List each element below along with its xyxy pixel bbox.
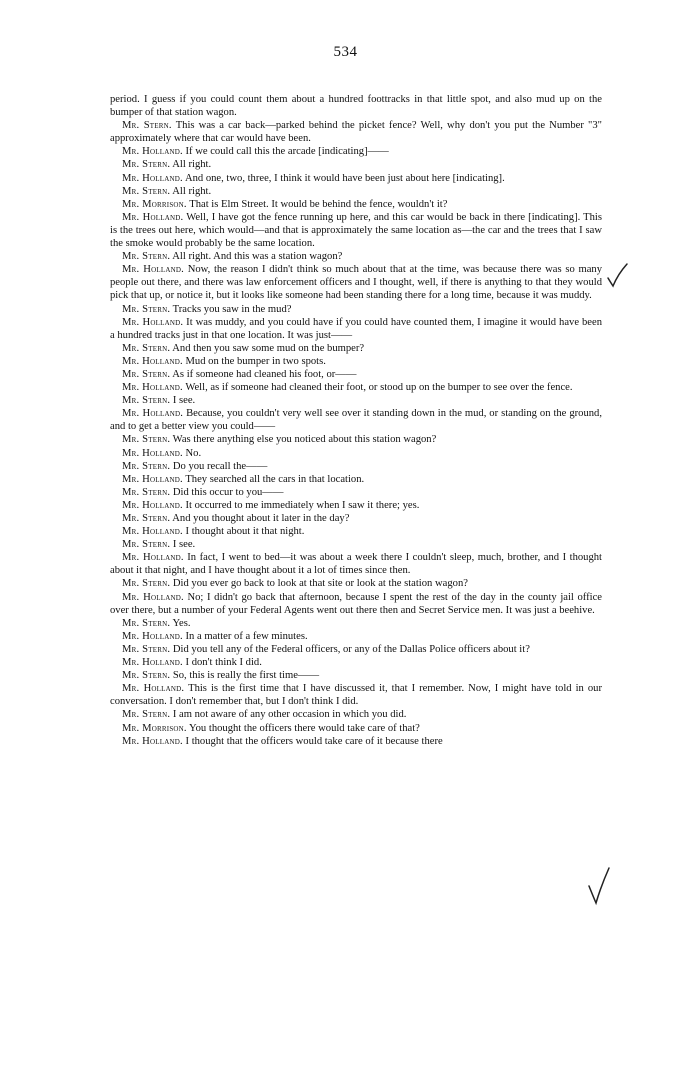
transcript-paragraph [110, 525, 602, 538]
speech-text: All right. And this was a station wagon? [172, 251, 343, 263]
transcript-paragraph [110, 538, 602, 551]
speech-text: period. I guess if you could count them about a hundred foottracks in that little spot, and also mud up on the bumper of that station wagon. [110, 94, 602, 119]
speech-text: Yes. [172, 617, 191, 629]
transcript-paragraph [110, 735, 602, 748]
transcript-paragraph [110, 250, 602, 263]
transcript-body [110, 93, 602, 748]
speaker-name: Mr. Stern. [122, 434, 171, 446]
speech-text: I am not aware of any other occasion in which you did. [172, 709, 407, 721]
speaker-name: Mr. Stern. [122, 368, 171, 380]
transcript-paragraph [110, 381, 602, 394]
transcript-paragraph [110, 172, 602, 185]
speech-text: So, this is really the first time—— [172, 670, 320, 682]
speaker-name: Mr. Stern. [122, 395, 171, 407]
speaker-name: Mr. Stern. [122, 486, 171, 498]
speaker-name: Mr. Stern. [122, 185, 171, 197]
transcript-paragraph [110, 158, 602, 171]
speaker-name: Mr. Holland. [122, 382, 183, 394]
transcript-paragraph [110, 368, 602, 381]
transcript-paragraph [110, 591, 602, 617]
speech-text: I don't think I did. [185, 657, 262, 669]
speech-text: And one, two, three, I think it would have been just about here [indicating]. [184, 172, 505, 184]
speaker-name: Mr. Morrison. [122, 722, 187, 734]
speaker-name: Mr. Holland. [122, 355, 183, 367]
speech-text: It occurred to me immediately when I saw it there; yes. [185, 499, 420, 511]
speech-text: Did you ever go back to look at that site or look at the station wagon? [172, 578, 468, 590]
speech-text: Do you recall the—— [172, 460, 268, 472]
transcript-paragraph [110, 643, 602, 656]
speech-text: I thought about it that night. [185, 526, 305, 538]
speaker-name: Mr. Holland. [122, 683, 185, 695]
transcript-paragraph [110, 394, 602, 407]
transcript-paragraph [110, 460, 602, 473]
speaker-name: Mr. Holland. [122, 447, 183, 459]
speaker-name: Mr. Holland. [122, 408, 184, 420]
transcript-paragraph [110, 303, 602, 316]
transcript-paragraph [110, 447, 602, 460]
transcript-paragraph [110, 433, 602, 446]
speaker-name: Mr. Holland. [122, 591, 184, 603]
speaker-name: Mr. Morrison. [122, 198, 187, 210]
transcript-paragraph [110, 486, 602, 499]
speaker-name: Mr. Holland. [122, 146, 183, 158]
speech-text: Because, you couldn't very well see over it standing down in the mud, or standing on the ground, and to get a better view you could—— [110, 408, 602, 433]
speaker-name: Mr. Stern. [122, 539, 171, 551]
speech-text: Well, as if someone had cleaned their foot, or stood up on the bumper to see over the fence. [185, 382, 573, 394]
speaker-name: Mr. Stern. [122, 643, 171, 655]
speaker-name: Mr. Holland. [122, 657, 183, 669]
speaker-name: Mr. Holland. [122, 630, 183, 642]
speech-text: They searched all the cars in that location. [185, 473, 365, 485]
speech-text: In a matter of a few minutes. [185, 630, 308, 642]
speaker-name: Mr. Holland. [122, 211, 184, 223]
speaker-name: Mr. Holland. [122, 735, 183, 747]
transcript-paragraph [110, 185, 602, 198]
speech-text: And then you saw some mud on the bumper? [172, 342, 365, 354]
speaker-name: Mr. Stern. [122, 709, 171, 721]
transcript-paragraph [110, 263, 602, 302]
speaker-name: Mr. Holland. [122, 264, 184, 276]
speaker-name: Mr. Stern. [122, 670, 171, 682]
speech-text: I thought that the officers would take care of it because there [185, 735, 443, 747]
speech-text: In fact, I went to bed—it was about a week there I couldn't sleep, much, brother, and I thought about it that night, and I have thought about it a lot of times since then. [110, 552, 603, 577]
speaker-name: Mr. Holland. [122, 316, 184, 328]
speaker-name: Mr. Stern. [122, 159, 171, 171]
speech-text: No. [185, 447, 202, 459]
speech-text: You thought the officers there would take care of that? [189, 722, 420, 734]
speech-text: All right. [172, 185, 212, 197]
transcript-paragraph [110, 93, 602, 119]
speaker-name: Mr. Stern. [122, 342, 171, 354]
speech-text: Well, I have got the fence running up here, and this car would be back in there [indicating]. This is the trees out here, which would—and that is approximately the same location as—the car and the trees that I saw the smoke would probably be the same location. [110, 211, 602, 250]
transcript-paragraph [110, 342, 602, 355]
check-mark-1 [605, 262, 629, 288]
transcript-paragraph [110, 551, 602, 577]
speaker-name: Mr. Stern. [122, 513, 171, 524]
speech-text: I see. [172, 539, 196, 551]
speaker-name: Mr. Holland. [122, 172, 183, 184]
speech-text: I see. [172, 395, 196, 407]
speech-text: As if someone had cleaned his foot, or—— [172, 368, 357, 380]
speaker-name: Mr. Holland. [122, 473, 183, 485]
speech-text: Mud on the bumper in two spots. [185, 355, 326, 367]
transcript-paragraph [110, 630, 602, 643]
transcript-paragraph [110, 656, 602, 669]
transcript-paragraph [110, 316, 602, 342]
speaker-name: Mr. Stern. [122, 460, 171, 472]
transcript-paragraph [110, 198, 602, 211]
transcript-paragraph [110, 682, 602, 708]
speech-text: Tracks you saw in the mud? [172, 303, 292, 315]
transcript-paragraph [110, 577, 602, 590]
transcript-paragraph [110, 119, 602, 145]
transcript-paragraph [110, 669, 602, 682]
speaker-name: Mr. Holland. [122, 526, 183, 538]
speech-text: Was there anything else you noticed about this station wagon? [172, 434, 437, 446]
transcript-paragraph [110, 617, 602, 630]
check-mark-2 [586, 866, 612, 906]
transcript-paragraph [110, 512, 602, 525]
transcript-paragraph [110, 145, 602, 158]
speech-text: Now, the reason I didn't think so much about that at the time, was because there was so many people out there, and there was law enforcement officers and I thought, well, if there is anything to that they would pick that up, or notice it, but it looks like someone had been standing there for a long time, because it was muddy. [110, 264, 603, 302]
speech-text: This was a car back—parked behind the picket fence? Well, why don't you put the Number "3" approximately where that car would have been. [110, 120, 602, 145]
speaker-name: Mr. Stern. [122, 303, 171, 315]
speech-text: This is the first time that I have discussed it, that I remember. Now, I might have told in our conversation. I don't remember that, but I don't think I did. [110, 683, 603, 708]
speech-text: All right. [172, 159, 212, 171]
transcript-paragraph [110, 407, 602, 433]
speaker-name: Mr. Stern. [122, 578, 171, 590]
speech-text: If we could call this the arcade [indicating]—— [185, 146, 389, 158]
speech-text: That is Elm Street. It would be behind the fence, wouldn't it? [189, 198, 448, 210]
speaker-name: Mr. Holland. [122, 499, 183, 511]
speaker-name: Mr. Stern. [122, 617, 171, 629]
transcript-paragraph [110, 355, 602, 368]
speech-text: It was muddy, and you could have if you could have counted them, I imagine it would have been a hundred tracks just in that one location. It was just—— [110, 316, 602, 341]
speaker-name: Mr. Stern. [122, 251, 171, 263]
speech-text: No; I didn't go back that afternoon, because I spent the rest of the day in the county jail office over there, but a number of your Federal Agents went out there then and Secret Service men. It was just a beehive. [110, 591, 602, 616]
speech-text: Did you tell any of the Federal officers, or any of the Dallas Police officers about it? [172, 643, 530, 655]
speech-text: Did this occur to you—— [172, 486, 284, 498]
transcript-paragraph [110, 722, 602, 735]
page-number: 534 [333, 44, 358, 60]
transcript-paragraph [110, 211, 602, 250]
speaker-name: Mr. Stern. [122, 120, 172, 132]
transcript-paragraph [110, 499, 602, 512]
speaker-name: Mr. Holland. [122, 552, 184, 564]
transcript-paragraph [110, 708, 602, 721]
speech-text: And you thought about it later in the day? [172, 513, 350, 524]
transcript-paragraph [110, 473, 602, 486]
